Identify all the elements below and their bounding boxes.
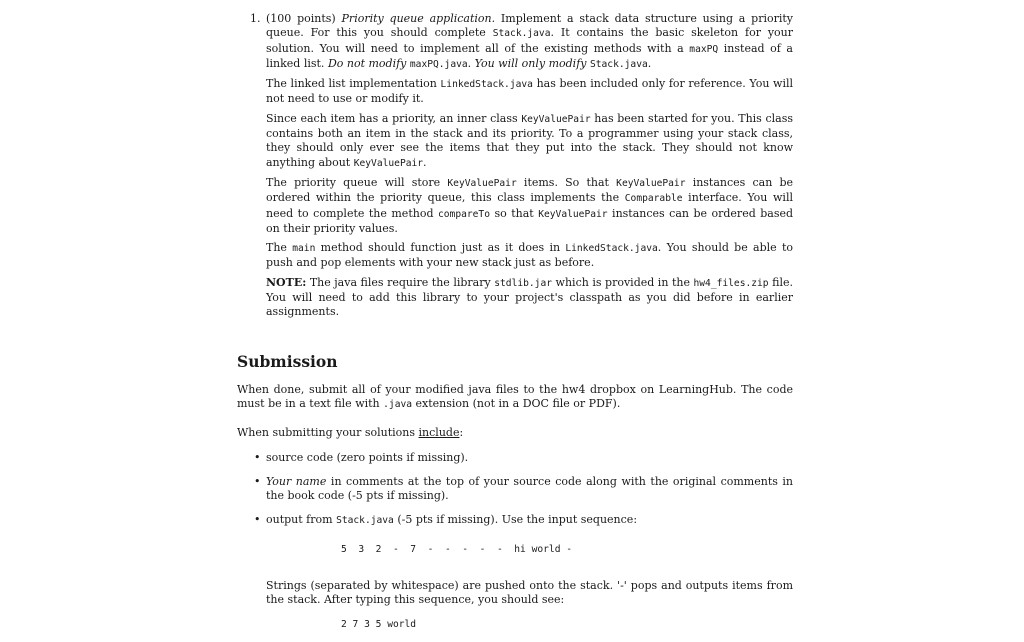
problem-paragraph-4 (266, 176, 793, 236)
text: in comments at the top of your source code along with the original comments in the book code (-5 pts if missing). (266, 474, 794, 503)
text: The priority queue will store (266, 175, 441, 189)
text: The java files require the library (309, 275, 491, 289)
text: Implement a stack data structure using a priority queue. For this you should complete (266, 12, 794, 40)
problem-paragraph-2 (266, 77, 793, 107)
points: (100 points) (266, 12, 336, 25)
text: . You should be able to push and pop elements with your new stack just as before. (266, 241, 794, 270)
problem-title: Priority queue application. (341, 12, 496, 25)
text: has been started for you. This class contains both an item in the stack and its priority. To a programmer using your stack class, they should only ever see the items that they put into the stack. They should not know anything about (266, 111, 794, 169)
code-stdlib-jar: stdlib.jar (494, 277, 553, 289)
code-hw4-files-zip: hw4_files.zip (693, 277, 769, 289)
text: The linked list implementation (266, 77, 437, 91)
code-maxpq: maxPQ (689, 43, 719, 55)
code-linkedstack-java: LinkedStack.java (565, 243, 658, 255)
problem-paragraph-3 (266, 112, 793, 171)
text: instances can be ordered within the priority queue, this class implements the (266, 175, 794, 205)
text: When done, submit all of your modified java files to the hw4 dropbox on LearningHub. The code must be in a text file with (237, 382, 793, 410)
expected-output: 2 7 3 5 world (341, 618, 417, 630)
list-item (254, 450, 793, 465)
text: so that (494, 206, 534, 220)
code-java-ext: .java (383, 398, 413, 410)
text: The (266, 241, 287, 255)
text: which is provided in the (555, 275, 690, 289)
text: (-5 pts if missing). Use the input sequence: (397, 513, 638, 527)
code-compareto: compareTo (438, 208, 490, 220)
input-sequence: 5 3 2 - 7 - - - - - hi world - (341, 543, 573, 555)
code-stack-java: Stack.java (492, 28, 551, 40)
text: instances can be ordered based on their priority values. (266, 206, 794, 235)
code-keyvaluepair: KeyValuePair (353, 157, 424, 169)
text: items. So that (523, 175, 609, 189)
text: . It contains the basic skeleton for your solution. You will need to implement all of the existing methods with a (266, 26, 794, 55)
code-stack-java: Stack.java (336, 515, 394, 527)
code-comparable: Comparable (624, 193, 683, 205)
text: extension (not in a DOC file or PDF). (415, 396, 621, 410)
code-stack-java: Stack.java (589, 58, 648, 70)
code-keyvaluepair: KeyValuePair (538, 208, 608, 220)
text: source code (zero points if missing). (266, 450, 469, 464)
text-emphasis: Your name (266, 474, 327, 488)
code-keyvaluepair: KeyValuePair (447, 177, 517, 189)
text: : (459, 426, 464, 440)
problem-number: 1. (250, 12, 261, 25)
text: file. You will need to add this library to your project's classpath as you did before in earlier assignments. (266, 275, 793, 319)
text: . (647, 56, 652, 70)
submission-paragraph-1 (237, 383, 793, 413)
text: method should function just as it does in (320, 241, 561, 255)
text: . (467, 56, 472, 70)
submission-heading: Submission (237, 351, 338, 371)
text: output from (266, 513, 333, 527)
text: Since each item has a priority, an inner class (266, 111, 518, 125)
text-underlined: include (418, 426, 460, 440)
bullet-icon: • (254, 513, 261, 527)
text: When submitting your solutions (237, 426, 416, 440)
after-paragraph: Strings (separated by whitespace) are pushed onto the stack. '-' pops and outputs items from the stack. After typing this sequence, you should see: (266, 579, 793, 607)
code-maxpq-java: maxPQ.java (409, 58, 468, 70)
text: has been included only for reference. You will not need to use or modify it. (266, 77, 794, 106)
text-emphasis: You will only modify (474, 56, 587, 70)
document-page (237, 12, 793, 642)
text: instead of a linked list. (266, 41, 793, 70)
code-linkedstack-java: LinkedStack.java (440, 79, 533, 91)
list-item (254, 474, 794, 504)
text-emphasis: Do not modify (327, 56, 407, 70)
requirements-list (237, 451, 793, 632)
problem-paragraph-6 (266, 276, 793, 320)
problem-1 (237, 12, 793, 320)
bullet-icon: • (254, 474, 261, 488)
code-keyvaluepair: KeyValuePair (521, 113, 591, 125)
code-keyvaluepair: KeyValuePair (616, 177, 686, 189)
submission-paragraph-2 (237, 426, 793, 440)
text: interface. You will need to complete the method (266, 191, 793, 220)
text: . (423, 155, 427, 169)
problem-paragraph-1 (266, 12, 793, 72)
note-label: NOTE: (266, 275, 307, 289)
list-item (254, 513, 793, 631)
problem-paragraph-5 (266, 241, 793, 271)
code-main: main (292, 243, 316, 255)
bullet-icon: • (254, 450, 261, 464)
